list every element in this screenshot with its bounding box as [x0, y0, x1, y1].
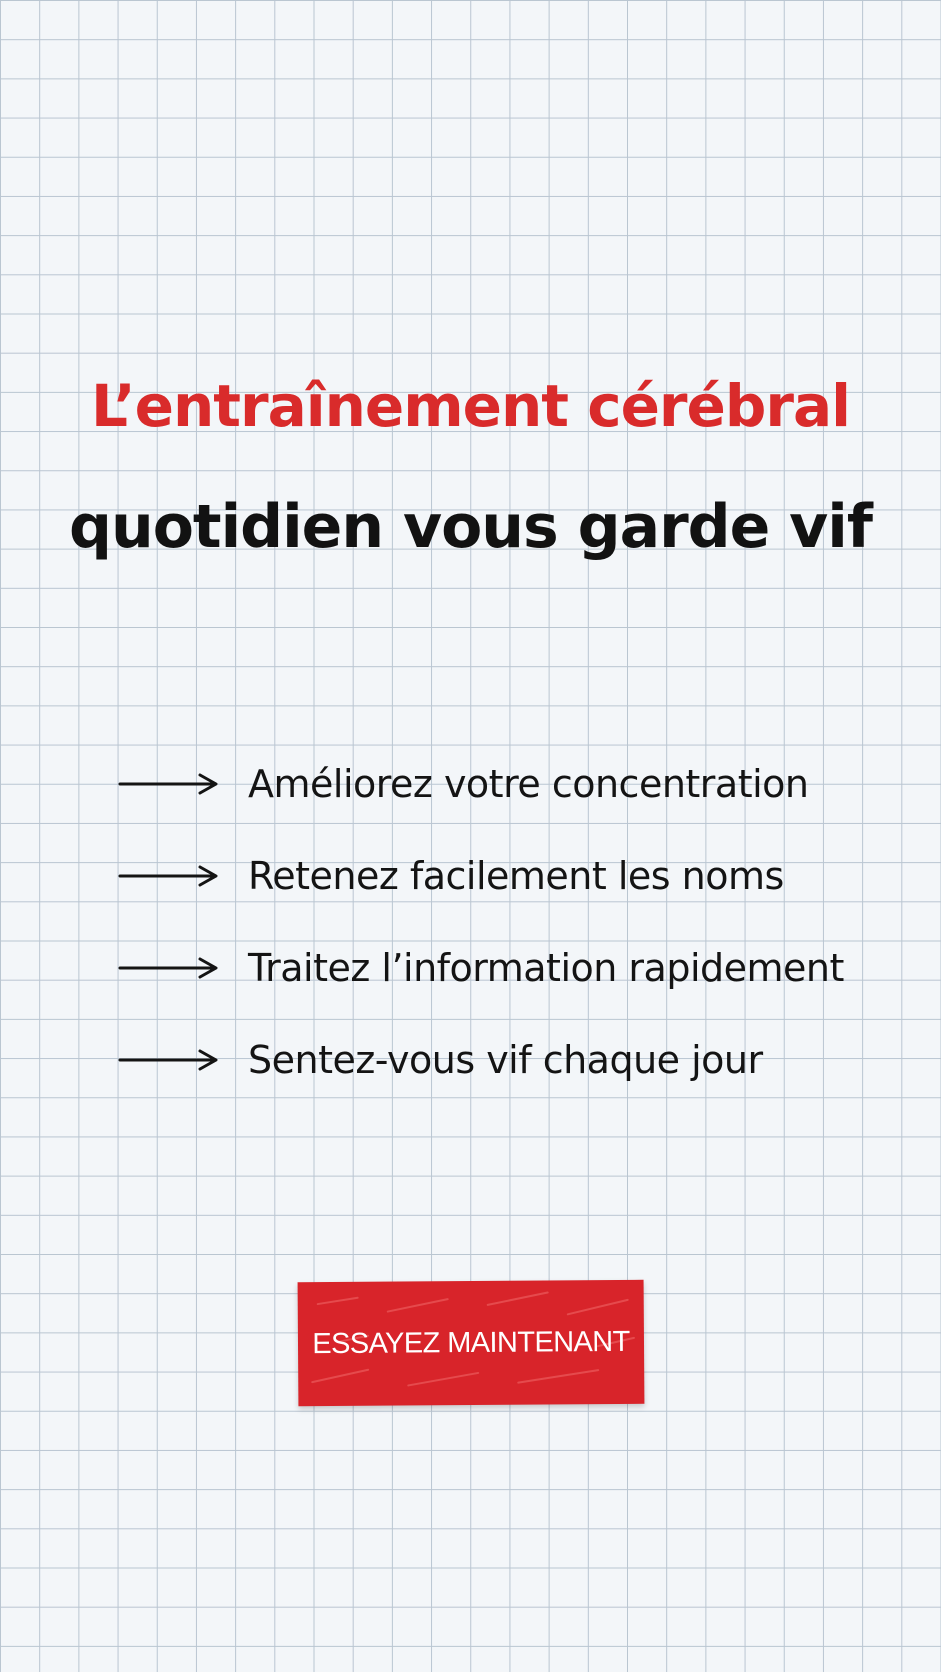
try-now-label: ESSAYEZ MAINTENANT: [312, 1325, 630, 1360]
arrow-right-icon: [118, 864, 220, 888]
arrow-right-icon: [118, 772, 220, 796]
benefit-text: Retenez facilement les noms: [248, 854, 784, 898]
benefit-text: Sentez-vous vif chaque jour: [248, 1038, 763, 1082]
benefit-item-information: [118, 922, 918, 1014]
benefit-item-names: [118, 830, 918, 922]
headline-line-2: quotidien vous garde vif: [69, 492, 872, 562]
try-now-button[interactable]: [298, 1280, 645, 1406]
arrow-right-icon: [118, 956, 220, 980]
benefit-text: Traitez l’information rapidement: [248, 946, 844, 990]
benefit-item-daily: [118, 1014, 918, 1106]
benefit-text: Améliorez votre concentration: [248, 762, 809, 806]
arrow-right-icon: [118, 1048, 220, 1072]
benefit-item-concentration: [118, 738, 918, 830]
benefits-list: [118, 738, 918, 1106]
headline-line-1: L’entraînement cérébral: [90, 372, 851, 440]
